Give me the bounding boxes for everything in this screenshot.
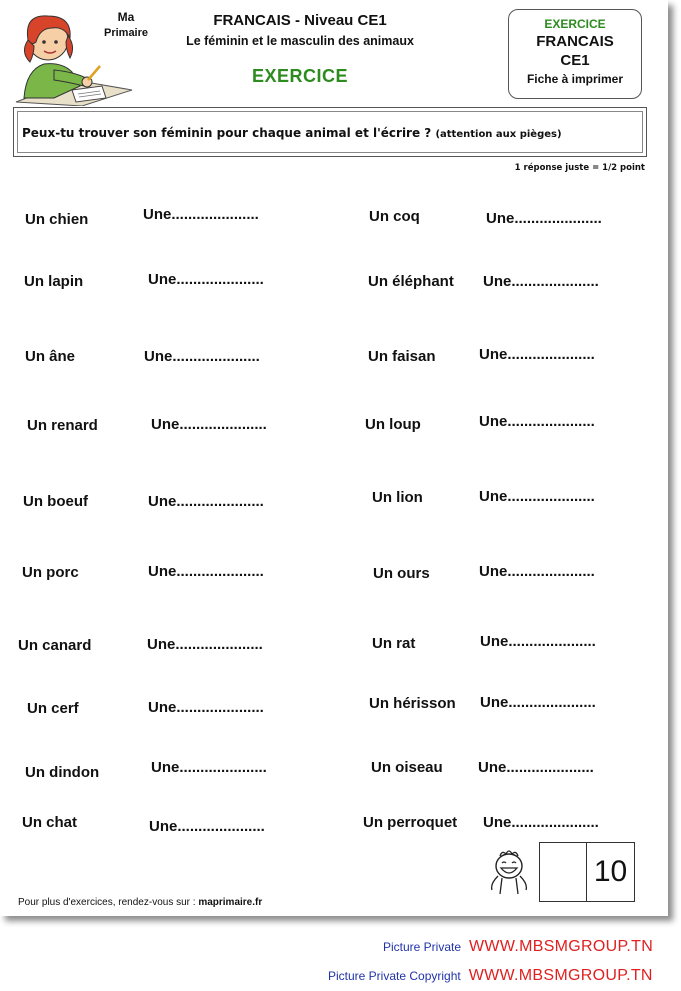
score-box <box>539 842 635 902</box>
scoring-note: 1 réponse juste = 1/2 point <box>514 163 645 173</box>
watermark-label: Picture Private Copyright <box>328 969 461 983</box>
instruction-note: (attention aux pièges) <box>435 129 562 140</box>
answer-blank[interactable]: Une..................... <box>483 273 599 290</box>
watermark-site: WWW.MBSMGROUP.TN <box>468 967 653 984</box>
animal-label: Un oiseau <box>371 759 443 776</box>
answer-blank[interactable]: Une..................... <box>148 563 264 580</box>
animal-label: Un canard <box>18 637 92 654</box>
animal-label: Un renard <box>27 417 98 434</box>
animal-label: Un hérisson <box>369 695 456 712</box>
answer-blank[interactable]: Une..................... <box>148 271 264 288</box>
animal-label: Un chien <box>25 211 89 228</box>
page-title: FRANCAIS - Niveau CE1 <box>213 12 387 29</box>
badge-subject: FRANCAIS <box>536 33 614 50</box>
animal-label: Un lapin <box>24 273 84 290</box>
answer-blank[interactable]: Une..................... <box>480 694 596 711</box>
exercise-heading: EXERCICE <box>251 66 349 86</box>
brand-name-line2: Primaire <box>103 27 149 39</box>
answer-blank[interactable]: Une..................... <box>151 416 267 433</box>
animal-label: Un porc <box>22 564 79 581</box>
answer-blank[interactable]: Une..................... <box>148 699 264 716</box>
animal-label: Un lion <box>372 489 423 506</box>
badge-exercise-label: EXERCICE <box>544 17 606 31</box>
animal-label: Un éléphant <box>368 273 454 290</box>
badge-level: CE1 <box>560 52 590 69</box>
footer <box>18 897 262 908</box>
answer-blank[interactable]: Une..................... <box>143 206 259 223</box>
score-total: 10 <box>593 855 628 888</box>
footer-site-link[interactable]: maprimaire.fr <box>198 897 263 908</box>
badge-printable-label: Fiche à imprimer <box>526 72 624 86</box>
animal-label: Un âne <box>25 348 76 365</box>
animal-label: Un dindon <box>25 764 100 781</box>
answer-blank[interactable]: Une..................... <box>480 633 596 650</box>
animal-label: Un rat <box>372 635 416 652</box>
answer-blank[interactable]: Une..................... <box>144 348 260 365</box>
answer-blank[interactable]: Une..................... <box>151 759 267 776</box>
exercise-badge <box>508 9 642 99</box>
animal-label: Un faisan <box>368 348 436 365</box>
animal-label: Un coq <box>369 208 420 225</box>
watermark-line-1 <box>383 938 653 956</box>
answer-blank[interactable]: Une..................... <box>148 493 264 510</box>
answer-blank[interactable]: Une..................... <box>483 814 599 831</box>
answer-blank[interactable]: Une..................... <box>479 413 595 430</box>
answer-blank[interactable]: Une..................... <box>478 759 594 776</box>
smiling-child-icon <box>486 846 532 896</box>
instruction-box <box>13 107 647 157</box>
animal-label: Un boeuf <box>23 493 88 510</box>
animal-label: Un cerf <box>27 700 79 717</box>
animal-label: Un chat <box>22 814 78 831</box>
watermark-label: Picture Private <box>383 940 462 954</box>
answer-blank[interactable]: Une..................... <box>147 636 263 653</box>
answer-blank[interactable]: Une..................... <box>479 563 595 580</box>
answer-blank[interactable]: Une..................... <box>479 488 595 505</box>
answer-blank[interactable]: Une..................... <box>479 346 595 363</box>
animal-label: Un loup <box>365 416 421 433</box>
animal-label: Un perroquet <box>363 814 458 831</box>
instruction-text: Peux-tu trouver son féminin pour chaque animal et l'écrire ? <box>22 126 432 140</box>
answer-blank[interactable]: Une..................... <box>149 818 265 835</box>
footer-text: Pour plus d'exercices, rendez-vous sur : <box>18 897 196 908</box>
watermark-site: WWW.MBSMGROUP.TN <box>469 938 654 955</box>
page-subtitle: Le féminin et le masculin des animaux <box>186 34 414 48</box>
answer-blank[interactable]: Une..................... <box>486 210 602 227</box>
watermark-line-2 <box>328 967 653 985</box>
brand-name-line1: Ma <box>117 10 135 24</box>
animal-label: Un ours <box>373 565 430 582</box>
